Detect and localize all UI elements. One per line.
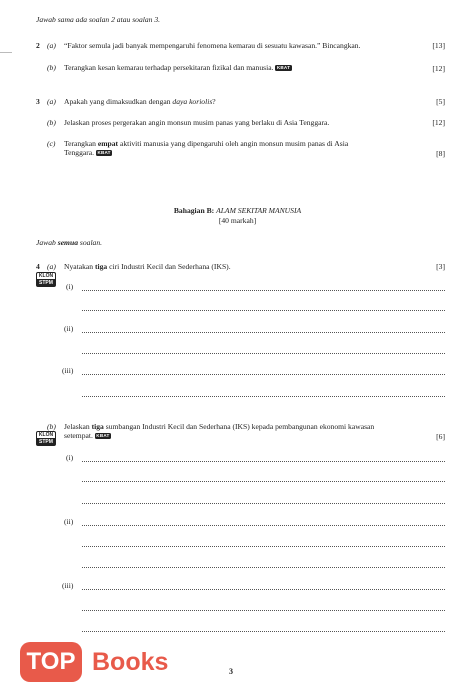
q4a-mark: [3] [436,262,445,271]
answer-line[interactable] [82,525,445,526]
q4b-text: Jelaskan tiga sumbangan Industri Kecil dan Sederhana (IKS) kepada pembangunan ekonomi kawasan setempat. KBAT [64,422,375,441]
q3b-label: (b) [47,118,56,127]
answer-line[interactable] [82,481,445,482]
answer-line[interactable] [82,610,445,611]
topbooks-logo-top: TOP [20,642,82,682]
q2b-text: Terangkan kesan kemarau terhadap persekitaran fizikal dan manusia. KBAT [64,63,291,72]
q4a-iii-label: (iii) [62,366,74,375]
q2-number: 2 [36,41,40,50]
q3a-text: Apakah yang dimaksudkan dengan daya koriolis? [64,97,216,106]
q4b-i-label: (i) [66,453,74,462]
klon-stpm-icon: KLON STPM [36,431,56,446]
q4b-label: (b) [47,422,56,431]
answer-line[interactable] [82,353,445,354]
kbat-badge: KBAT [96,433,110,439]
q2a-label: (a) [47,41,56,50]
answer-line[interactable] [82,310,445,311]
klon-stpm-icon: KLON STPM [36,272,56,287]
q4a-i-label: (i) [66,282,74,291]
topbooks-logo-books: Books [92,648,169,676]
kbat-badge: KBAT [276,65,291,70]
answer-line[interactable] [82,374,445,375]
q2b-mark: [12] [432,64,445,73]
q4-number: 4 [36,262,40,271]
q4a-ii-label: (ii) [64,324,74,333]
section-b-marks: [40 markah] [218,216,257,225]
page-number: 3 [229,667,233,676]
instruction-top: Jawab sama ada soalan 2 atau soalan 3. [36,15,161,24]
answer-line[interactable] [82,503,445,504]
q2a-text: “Faktor semula jadi banyak mempengaruhi fenomena kemarau di sesuatu kawasan.” Bincangkan. [64,41,361,50]
instruction-b: Jawab semua soalan. [36,238,103,247]
q3b-text: Jelaskan proses pergerakan angin monsun musim panas yang berlaku di Asia Tenggara. [64,118,330,127]
q3a-label: (a) [47,97,56,106]
answer-line[interactable] [82,332,445,333]
q3a-mark: [5] [436,97,445,106]
q3b-mark: [12] [432,118,445,127]
answer-line[interactable] [82,589,445,590]
q3c-mark: [8] [436,149,445,158]
q3c-text: Terangkan empat aktiviti manusia yang dipengaruhi oleh angin monsun musim panas di Asia Tenggara. KBAT [64,139,349,158]
q3-number: 3 [36,97,40,106]
q2b-label: (b) [47,63,56,72]
answer-line[interactable] [82,546,445,547]
answer-line[interactable] [82,631,445,632]
answer-line[interactable] [82,396,445,397]
section-b-title: Bahagian B: ALAM SEKITAR MANUSIA [173,206,302,215]
kbat-badge: KBAT [97,150,111,156]
q4b-mark: [6] [436,432,445,441]
margin-line [0,52,12,53]
q4a-label: (a) [47,262,56,271]
answer-line[interactable] [82,290,445,291]
q2a-mark: [13] [432,41,445,50]
q4b-iii-label: (iii) [62,581,74,590]
answer-line[interactable] [82,461,445,462]
q4a-text: Nyatakan tiga ciri Industri Kecil dan Sederhana (IKS). [64,262,231,271]
q3c-label: (c) [47,139,56,148]
answer-line[interactable] [82,567,445,568]
q4b-ii-label: (ii) [64,517,74,526]
